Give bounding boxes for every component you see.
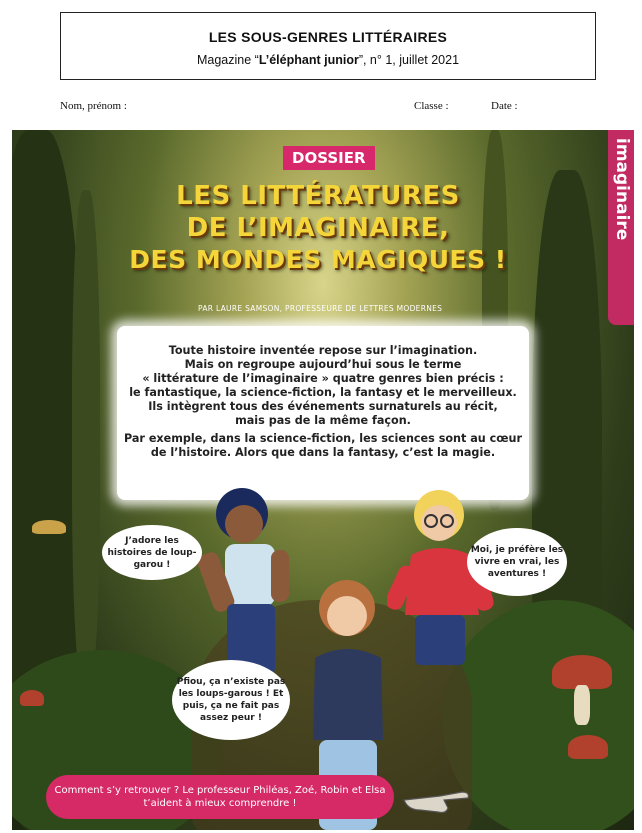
intro-line: Ils intègrent tous des événements surnaturels au récit, bbox=[148, 400, 498, 413]
mushroom bbox=[552, 655, 612, 689]
speech-bubble-robin: J’adore les histoires de loup-garou ! bbox=[102, 525, 202, 580]
magazine-name: L’éléphant junior bbox=[258, 53, 359, 67]
mushroom-stem bbox=[574, 685, 590, 725]
intro-line: Par exemple, dans la science-fiction, les sciences sont au cœur bbox=[123, 432, 523, 445]
magazine-page-illustration bbox=[12, 130, 634, 830]
intro-line: Toute histoire inventée repose sur l’imagination. bbox=[168, 344, 478, 357]
intro-paragraph-2 bbox=[117, 432, 529, 460]
subtitle-prefix: Magazine “ bbox=[196, 53, 259, 67]
title-line: DES MONDES MAGIQUES ! bbox=[129, 245, 507, 274]
footer-line: Comment s’y retrouver ? Le professeur Philéas, Zoé, Robin et Elsa bbox=[54, 785, 386, 796]
name-field-label: Nom, prénom : bbox=[60, 100, 127, 112]
pointing-hand-icon bbox=[400, 780, 472, 816]
classe-field-label: Classe : bbox=[414, 100, 449, 112]
side-tab-label: imaginaire bbox=[612, 138, 632, 241]
mushroom bbox=[568, 735, 608, 759]
footer-line: t’aident à mieux comprendre ! bbox=[143, 798, 297, 809]
worksheet-header bbox=[60, 12, 596, 80]
speech-bubble-zoe: Pfiou, ça n’existe pas les loups-garous ! Et puis, ça ne fait pas assez peur ! bbox=[172, 660, 290, 740]
intro-line: mais pas de la même façon. bbox=[235, 414, 411, 427]
side-tab bbox=[608, 130, 634, 325]
mushroom bbox=[32, 520, 66, 534]
intro-line: le fantastique, la science-fiction, la fantasy et le merveilleux. bbox=[129, 386, 517, 399]
worksheet-title: LES SOUS-GENRES LITTÉRAIRES bbox=[208, 29, 448, 45]
worksheet-subtitle bbox=[61, 53, 595, 67]
dossier-badge: DOSSIER bbox=[283, 146, 375, 170]
article-title bbox=[108, 180, 528, 276]
intro-line: de l’histoire. Alors que dans la fantasy, c’est la magie. bbox=[150, 446, 496, 459]
mushroom bbox=[20, 690, 44, 706]
robin-character bbox=[197, 482, 307, 682]
footer-banner bbox=[46, 775, 394, 819]
intro-paragraph-1 bbox=[117, 344, 529, 428]
article-byline: PAR LAURE SAMSON, PROFESSEURE DE LETTRES MODERNES bbox=[198, 304, 443, 313]
title-line: DE L’IMAGINAIRE, bbox=[186, 213, 450, 243]
title-line: LES LITTÉRATURES bbox=[176, 181, 460, 211]
intro-line: Mais on regroupe aujourd’hui sous le terme bbox=[184, 358, 462, 371]
subtitle-suffix: ”, n° 1, juillet 2021 bbox=[358, 53, 460, 67]
date-field-label: Date : bbox=[491, 100, 518, 112]
tree-trunk bbox=[72, 190, 100, 690]
intro-line: « littérature de l’imaginaire » quatre genres bien précis : bbox=[142, 372, 504, 385]
speech-bubble-elsa: Moi, je préfère les vivre en vrai, les aventures ! bbox=[467, 528, 567, 596]
intro-text-box bbox=[117, 326, 529, 500]
